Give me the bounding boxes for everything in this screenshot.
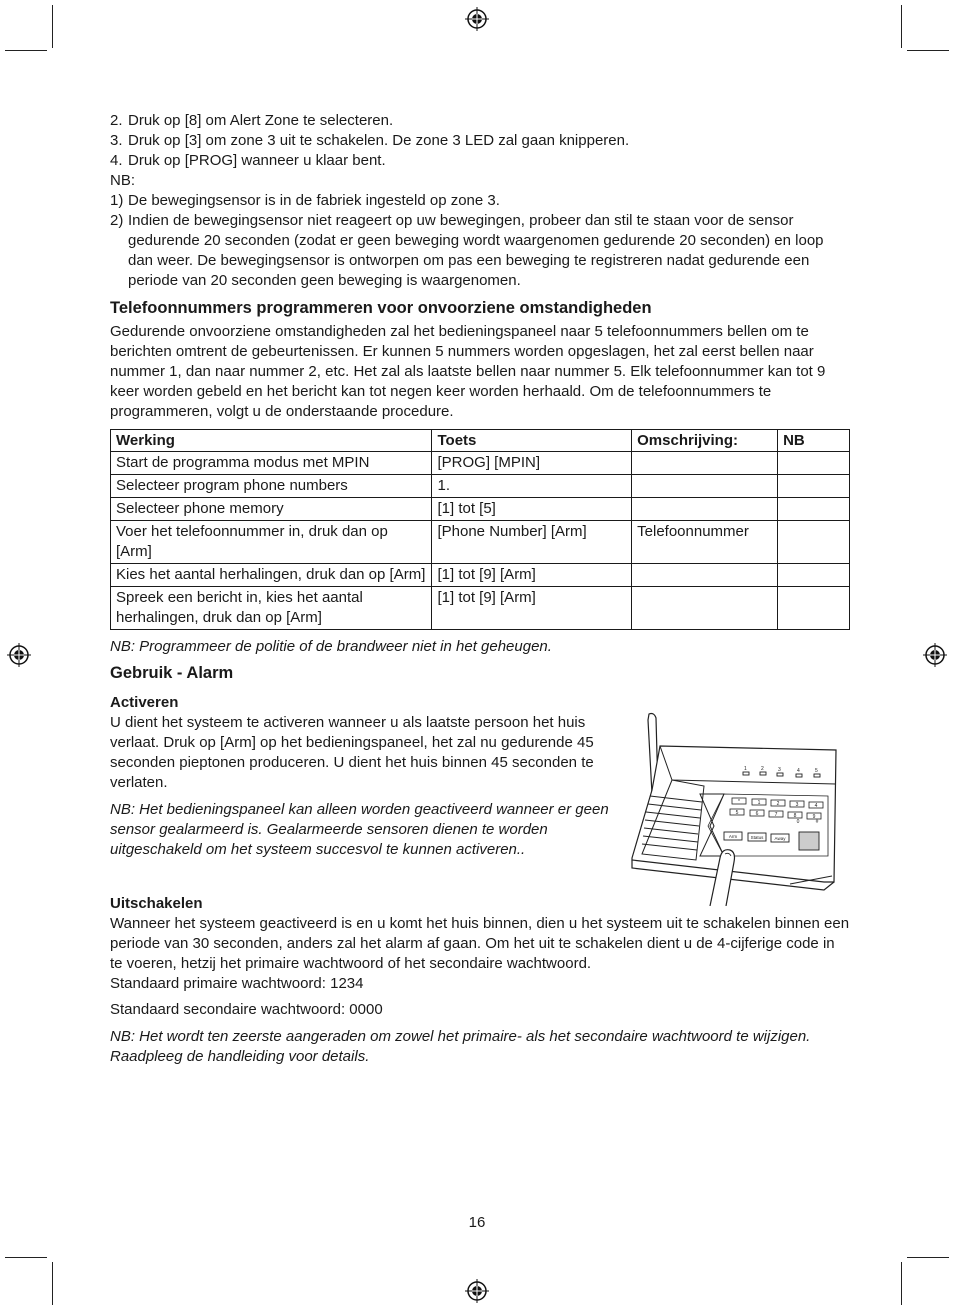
activate-heading: Activeren <box>110 694 179 711</box>
table-cell: Start de programma modus met MPIN <box>111 452 432 475</box>
keypad-key: 3 <box>795 802 799 808</box>
table-cell <box>632 452 778 475</box>
away-button-label: Away <box>774 836 786 841</box>
zone-number: 2 <box>761 766 764 772</box>
table-cell <box>778 521 850 564</box>
table-header-cell: Toets <box>432 430 632 452</box>
table-cell <box>632 498 778 521</box>
crop-mark <box>5 50 47 51</box>
keypad-key: # <box>815 819 819 825</box>
deactivate-text: Wanneer het systeem geactiveerd is en u komt het huis binnen, dien u het systeem uit te schakelen binnen een periode van 30 seconden, anders zal het alarm af gaan. Om het uit te schakelen dient u de 4-cijferige code in te voeren, hetzij het primaire wachtwoord of het secondaire wachtwoord. <box>110 915 850 972</box>
table-header-cell: NB <box>778 430 850 452</box>
table-cell <box>778 498 850 521</box>
table-cell: Selecteer phone memory <box>111 498 432 521</box>
activate-note: NB: Het bedieningspaneel kan alleen worden geactiveerd wanneer er geen sensor gealarmeerd is. Gealarmeerde sensoren dienen te worden uitgeschakeld om het systeem succesvol te kunnen activeren.. <box>110 801 609 858</box>
crop-mark <box>907 1257 949 1258</box>
table-cell <box>778 475 850 498</box>
keypad-key: 5 <box>735 810 739 816</box>
keypad-key: 1 <box>757 800 761 806</box>
deactivate-note: NB: Het wordt ten zeerste aangeraden om zowel het primaire- als het secondaire wachtwoord te wijzigen. Raadpleeg de handleiding voor details. <box>110 1028 811 1065</box>
zone-number: 3 <box>778 767 781 773</box>
steps-list <box>110 111 850 171</box>
crop-mark <box>52 5 53 48</box>
crop-mark <box>901 5 902 48</box>
table-header-cell: Omschrijving: <box>632 430 778 452</box>
secondary-password: Standaard secondaire wachtwoord: 0000 <box>110 1001 383 1018</box>
table-row <box>111 521 850 564</box>
phone-programming-table <box>110 429 850 630</box>
activate-text: U dient het systeem te activeren wanneer u als laatste persoon het huis verlaat. Druk op [Arm] op het bedieningspaneel, het zal nu gedurende 45 seconden pieptonen produceren. U dient het huis binnen 45 seconden te verlaten. <box>110 714 594 791</box>
page-number: 16 <box>468 1214 486 1231</box>
list-item: 2) Indien de bewegingsensor niet reageert op uw bewegingen, probeer dan stil te staan voor de sensor gedurende 20 seconden (zodat er geen beweging wordt waargenomen gedurende 20 seconden) en loop dan weer. De bewegingsensor is ontworpen om pas een beweging te registreren nadat gedurende een periode van 20 seconden geen beweging is waargenomen. <box>110 212 824 289</box>
deactivate-block <box>110 894 850 1067</box>
table-cell <box>632 475 778 498</box>
activate-block <box>110 693 610 860</box>
table-cell: Selecteer program phone numbers <box>111 475 432 498</box>
table-cell: Telefoonnummer <box>632 521 778 564</box>
table-cell <box>632 564 778 587</box>
list-item: 2. Druk op [8] om Alert Zone te selecteren. <box>110 112 394 129</box>
table-cell: [1] tot [5] <box>432 498 632 521</box>
keypad-key: 7 <box>774 812 778 818</box>
keypad-key: * <box>738 799 740 805</box>
list-item: 1) De bewegingsensor is in de fabriek ingesteld op zone 3. <box>110 192 500 209</box>
table-cell: [1] tot [9] [Arm] <box>432 587 632 630</box>
crop-mark <box>901 1262 902 1305</box>
table-cell <box>778 452 850 475</box>
table-row <box>111 452 850 475</box>
table-cell <box>778 564 850 587</box>
arm-button-label: Arm <box>728 834 738 839</box>
table-cell: Voer het telefoonnummer in, druk dan op [Arm] <box>111 521 432 564</box>
table-cell: [1] tot [9] [Arm] <box>432 564 632 587</box>
table-cell: Kies het aantal herhalingen, druk dan op [Arm] <box>111 564 432 587</box>
alarm-section-heading: Gebruik - Alarm <box>110 664 234 682</box>
crop-mark <box>5 1257 47 1258</box>
keypad-key: 2 <box>776 801 780 807</box>
table-row <box>111 498 850 521</box>
table-cell: 1. <box>432 475 632 498</box>
phone-section-intro: Gedurende onvoorziene omstandigheden zal het bedieningspaneel naar 5 telefoonnummers bellen om te berichten omtrent de gebeurtenissen. Er kunnen 5 nummers worden opgeslagen, het zal eerst bellen naar nummer 1, dan naar nummer 2, etc. Het zal als laatste bellen naar nummer 5. Elk telefoonnummer kan tot 9 keer worden gebeld en het bericht kan tot negen keer worden herhaald. Om de telefoonnummers te programmeren, volgt u de onderstaande procedure. <box>110 323 826 420</box>
table-row <box>111 475 850 498</box>
keypad-key: 0 <box>796 819 800 825</box>
table-cell: Spreek een bericht in, kies het aantal herhalingen, druk dan op [Arm] <box>111 587 432 630</box>
table-cell: [Phone Number] [Arm] <box>432 521 632 564</box>
table-row <box>111 587 850 630</box>
table-cell: [PROG] [MPIN] <box>432 452 632 475</box>
keypad-key: 8 <box>793 813 797 819</box>
nb-label: NB: <box>110 172 136 189</box>
crop-mark <box>907 50 949 51</box>
control-panel-illustration <box>628 710 842 906</box>
crop-mark <box>52 1262 53 1305</box>
deactivate-heading: Uitschakelen <box>110 895 203 912</box>
zone-number: 1 <box>744 766 747 772</box>
table-header-row <box>111 430 850 452</box>
page-content <box>110 111 850 1067</box>
phone-section-heading: Telefoonnummers programmeren voor onvoorziene omstandigheden <box>110 299 652 317</box>
status-button-label: Status <box>750 835 764 840</box>
table-cell <box>778 587 850 630</box>
zone-number: 4 <box>797 768 800 774</box>
registration-mark-icon <box>923 643 947 667</box>
registration-mark-icon <box>7 643 31 667</box>
table-header-cell: Werking <box>111 430 432 452</box>
list-item: 4. Druk op [PROG] wanneer u klaar bent. <box>110 152 386 169</box>
table-cell <box>632 587 778 630</box>
zone-number: 5 <box>815 768 818 774</box>
list-item: 3. Druk op [3] om zone 3 uit te schakelen. De zone 3 LED zal gaan knipperen. <box>110 132 630 149</box>
keypad-key: 4 <box>814 803 818 809</box>
notes-list <box>110 191 850 291</box>
keypad-key: 9 <box>812 814 816 820</box>
keypad-key: 6 <box>755 811 759 817</box>
phone-section-note: NB: Programmeer de politie of de brandweer niet in het geheugen. <box>110 638 552 655</box>
primary-password: Standaard primaire wachtwoord: 1234 <box>110 975 364 992</box>
registration-mark-icon <box>465 1279 489 1303</box>
registration-mark-icon <box>465 7 489 31</box>
table-row <box>111 564 850 587</box>
